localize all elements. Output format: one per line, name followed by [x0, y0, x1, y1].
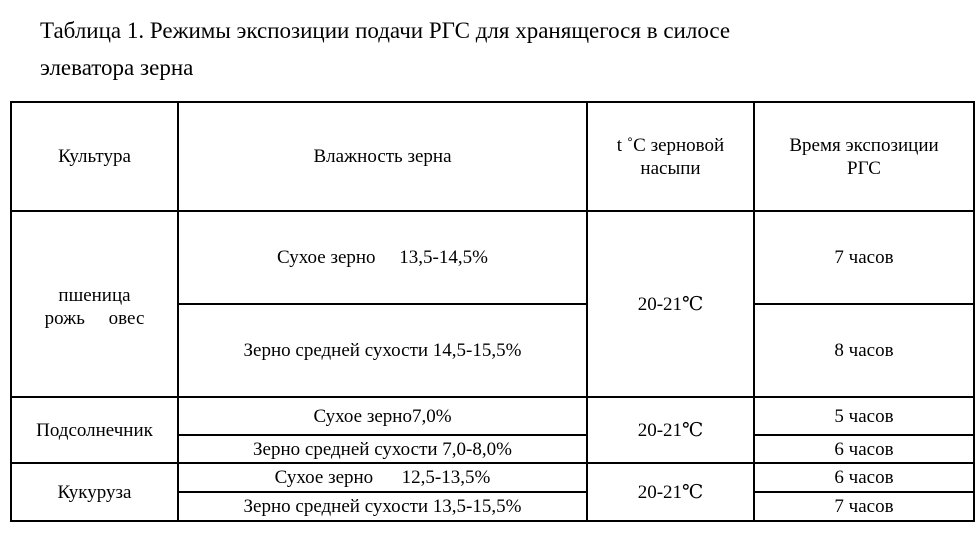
table-row	[11, 397, 974, 435]
exposure-time-cell: 8 часов	[754, 304, 974, 397]
exposure-time-cell: 7 часов	[754, 211, 974, 304]
moisture-cell: Зерно средней сухости 14,5-15,5%	[178, 304, 587, 397]
header-crop: Культура	[11, 102, 178, 211]
header-temperature	[587, 102, 754, 211]
moisture-cell: Зерно средней сухости 7,0-8,0%	[178, 435, 587, 463]
temperature-cell: 20-21℃	[587, 397, 754, 463]
crop-line-2: рожь овес	[44, 308, 145, 329]
exposure-time-cell: 5 часов	[754, 397, 974, 435]
header-time-line-2: РГС	[847, 157, 881, 179]
crop-cell: Кукуруза	[11, 463, 178, 521]
moisture-cell: Сухое зерно 12,5-13,5%	[178, 463, 587, 492]
exposure-time-cell: 7 часов	[754, 492, 974, 521]
moisture-cell: Зерно средней сухости 13,5-15,5%	[178, 492, 587, 521]
header-row	[11, 102, 974, 211]
crop-cell	[11, 211, 178, 397]
moisture-cell: Сухое зерно7,0%	[178, 397, 587, 435]
moisture-cell: Сухое зерно 13,5-14,5%	[178, 211, 587, 304]
exposure-time-cell: 6 часов	[754, 435, 974, 463]
table-row	[11, 463, 974, 492]
crop-cell: Подсолнечник	[11, 397, 178, 463]
crop-line-1: пшеница	[58, 285, 131, 306]
header-temperature-line-1: t ˚С зерновой	[616, 134, 725, 156]
table-caption	[40, 12, 960, 86]
table-row	[11, 211, 974, 304]
temperature-cell: 20-21℃	[587, 211, 754, 397]
caption-line-1: Таблица 1. Режимы экспозиции подачи РГС для хранящегося в силосе	[40, 18, 731, 43]
header-temperature-line-2: насыпи	[640, 157, 701, 179]
exposure-time-cell: 6 часов	[754, 463, 974, 492]
exposure-table	[10, 101, 975, 522]
header-moisture: Влажность зерна	[178, 102, 587, 211]
caption-line-2: элеватора зерна	[40, 55, 194, 80]
header-exposure-time	[754, 102, 974, 211]
header-time-line-1: Время экспозиции	[789, 134, 939, 156]
temperature-cell: 20-21℃	[587, 463, 754, 521]
